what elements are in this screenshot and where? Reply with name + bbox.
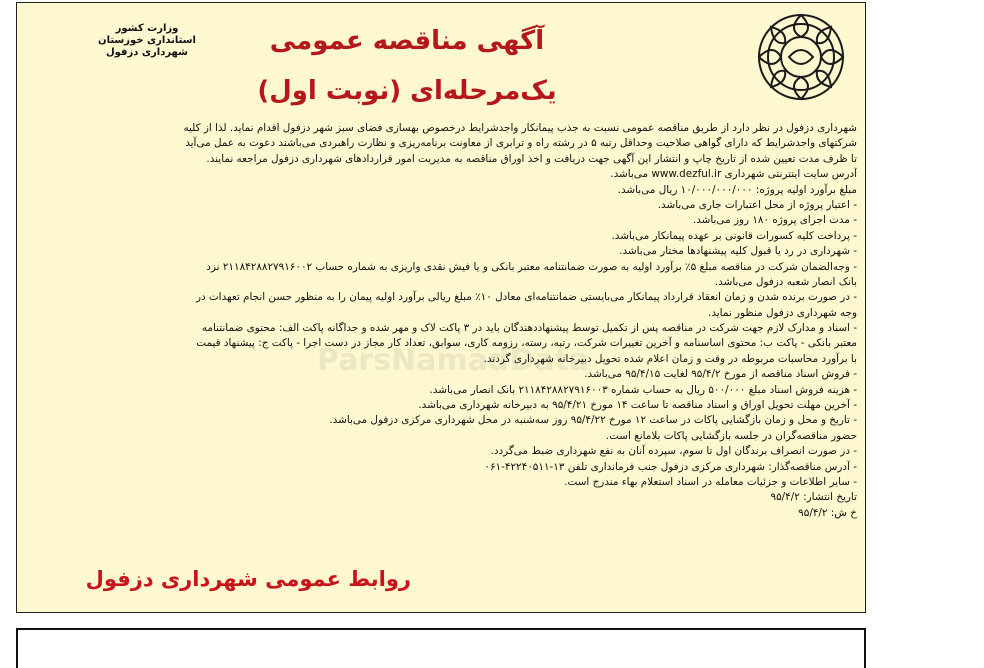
body-line: - مدت اجرای پروژه ۱۸۰ روز می‌باشد. xyxy=(692,214,857,227)
next-notice-frame xyxy=(16,628,866,668)
body-line: معتبر بانکی - پاکت ب: محتوی اساسنامه و آخرین تغییرات شرکت، رتبه، رسته، رزومه کاری، سوابق، تعداد کار مجاز در دست اجرا - پاکت ج: پیشنهاد قیمت xyxy=(196,337,857,350)
body-line: - در صورت انصراف برندگان اول تا سوم، سپرده آنان به نفع شهرداری ضبط می‌گردد. xyxy=(490,445,857,458)
body-line: - آدرس مناقصه‌گذار: شهرداری مرکزی دزفول جنب فرمانداری تلفن ۱۳-۴۲۲۴۰۵۱۱-۰۶۱ xyxy=(484,460,857,473)
body-line: - آخرین مهلت تحویل اوراق و اسناد مناقصه تا ساعت ۱۴ مورخ ۹۵/۴/۲۱ به دبیرخانه شهرداری می‌باشد. xyxy=(418,399,857,412)
body-line: - در صورت برنده شدن و زمان انعقاد قرارداد پیمانکار می‌بایستی ضمانتنامه‌ای معادل ۱۰٪ مبلغ ریالی برآورد اولیه پیمان را به منظور حسن انجام تعهدات در xyxy=(195,291,857,304)
body-line: - اعتبار پروژه از محل اعتبارات جاری می‌باشد. xyxy=(657,198,857,211)
ministry-block xyxy=(87,23,207,59)
body-line: بانک انصار شعبه دزفول می‌باشد. xyxy=(714,275,857,288)
body-line: - فروش اسناد مناقصه از مورخ ۹۵/۴/۲ لغایت ۹۵/۴/۱۵ می‌باشد. xyxy=(584,368,857,381)
province-line: استانداری خوزستان xyxy=(98,35,196,46)
notice-title: آگهی مناقصه عمومی xyxy=(269,26,545,56)
publish-date: تاریخ انتشار: ۹۵/۴/۲ xyxy=(770,491,857,504)
tender-notice xyxy=(16,2,866,613)
publish-code: خ ش: ۹۵/۴/۲ xyxy=(798,506,857,519)
body-line: - هزینه فروش اسناد مبلغ ۵۰۰/۰۰۰ ریال به حساب شماره ۲۱۱۸۴۲۸۸۲۷۹۱۶۰۰۳ بانک انصار می‌باشد. xyxy=(429,383,857,396)
notice-subtitle: یک‌مرحله‌ای (نوبت اول) xyxy=(257,76,557,106)
body-line: آدرس سایت اینترنتی شهرداری www.dezful.ir می‌باشد. xyxy=(610,168,857,181)
notice-body xyxy=(29,121,857,521)
body-line: تا ظرف مدت تعیین شده از تاریخ چاپ و انتشار این آگهی جهت دریافت و اخذ اوراق مناقصه به مدیریت امور قراردادهای شهرداری دزفول مراجعه نمایند. xyxy=(206,152,857,165)
body-line: - شهرداری در رد یا قبول کلیه پیشنهادها مختار می‌باشد. xyxy=(619,245,857,258)
body-line: - اسناد و مدارک لازم جهت شرکت در مناقصه پس از تکمیل توسط پیشنهاددهندگان باید در ۳ پاکت لاک و مهر شده و جداگانه پاکت الف: محتوی ضمانتنامه xyxy=(201,322,857,335)
body-line: - وجه‌الضمان شرکت در مناقصه مبلغ ۵٪ برآورد اولیه به صورت ضمانتنامه معتبر بانکی و یا فیش نقدی واریزی به شماره حساب ۲۱۱۸۴۲۸۸۲۷۹۱۶۰۰۲ نزد xyxy=(206,260,857,273)
body-line: وجه شهرداری دزفول منظور نماید. xyxy=(708,306,857,319)
body-line: شرکتهای واجدشرایط که دارای گواهی صلاحیت وحداقل رتبه ۵ در رشته راه و ترابری از معاونت برنامه‌ریزی و نظارت راهبردی می‌باشند دعوت به عمل می‌آید xyxy=(185,137,857,150)
body-line: حضور مناقصه‌گران در جلسه بازگشایی پاکات بلامانع است. xyxy=(605,429,857,442)
body-line: - پرداخت کلیه کسورات قانونی بر عهده پیمانکار می‌باشد. xyxy=(611,229,857,242)
body-line: با برآورد محاسبات مربوطه در وقت و زمان اعلام شده تحویل دبیرخانه شهرداری گردند. xyxy=(483,352,857,365)
body-line: شهرداری دزفول در نظر دارد از طریق مناقصه عمومی نسبت به جذب پیمانکار واجدشرایط درخصوص بهسازی فضای سبز شهر دزفول اقدام نماید. لذا از کلیه xyxy=(183,122,857,134)
watermark: ParsNamadData xyxy=(317,343,590,378)
municipality-line: شهرداری دزفول xyxy=(105,47,188,58)
body-line: مبلغ برآورد اولیه پروژه: ۱۰/۰۰۰/۰۰۰/۰۰۰ ریال می‌باشد. xyxy=(617,183,857,196)
body-line: - تاریخ و محل و زمان بازگشایی پاکات در ساعت ۱۲ مورخ ۹۵/۴/۲۲ روز سه‌شنبه در محل شهرداری مرکزی دزفول می‌باشد. xyxy=(329,414,857,427)
ministry-line: وزارت کشور xyxy=(115,23,179,34)
public-relations-signature: روابط عمومی شهرداری دزفول xyxy=(85,567,411,591)
body-line: - سایر اطلاعات و جزئیات معامله در اسناد استعلام بهاء مندرج است. xyxy=(564,475,857,488)
municipality-emblem-icon xyxy=(749,9,853,105)
